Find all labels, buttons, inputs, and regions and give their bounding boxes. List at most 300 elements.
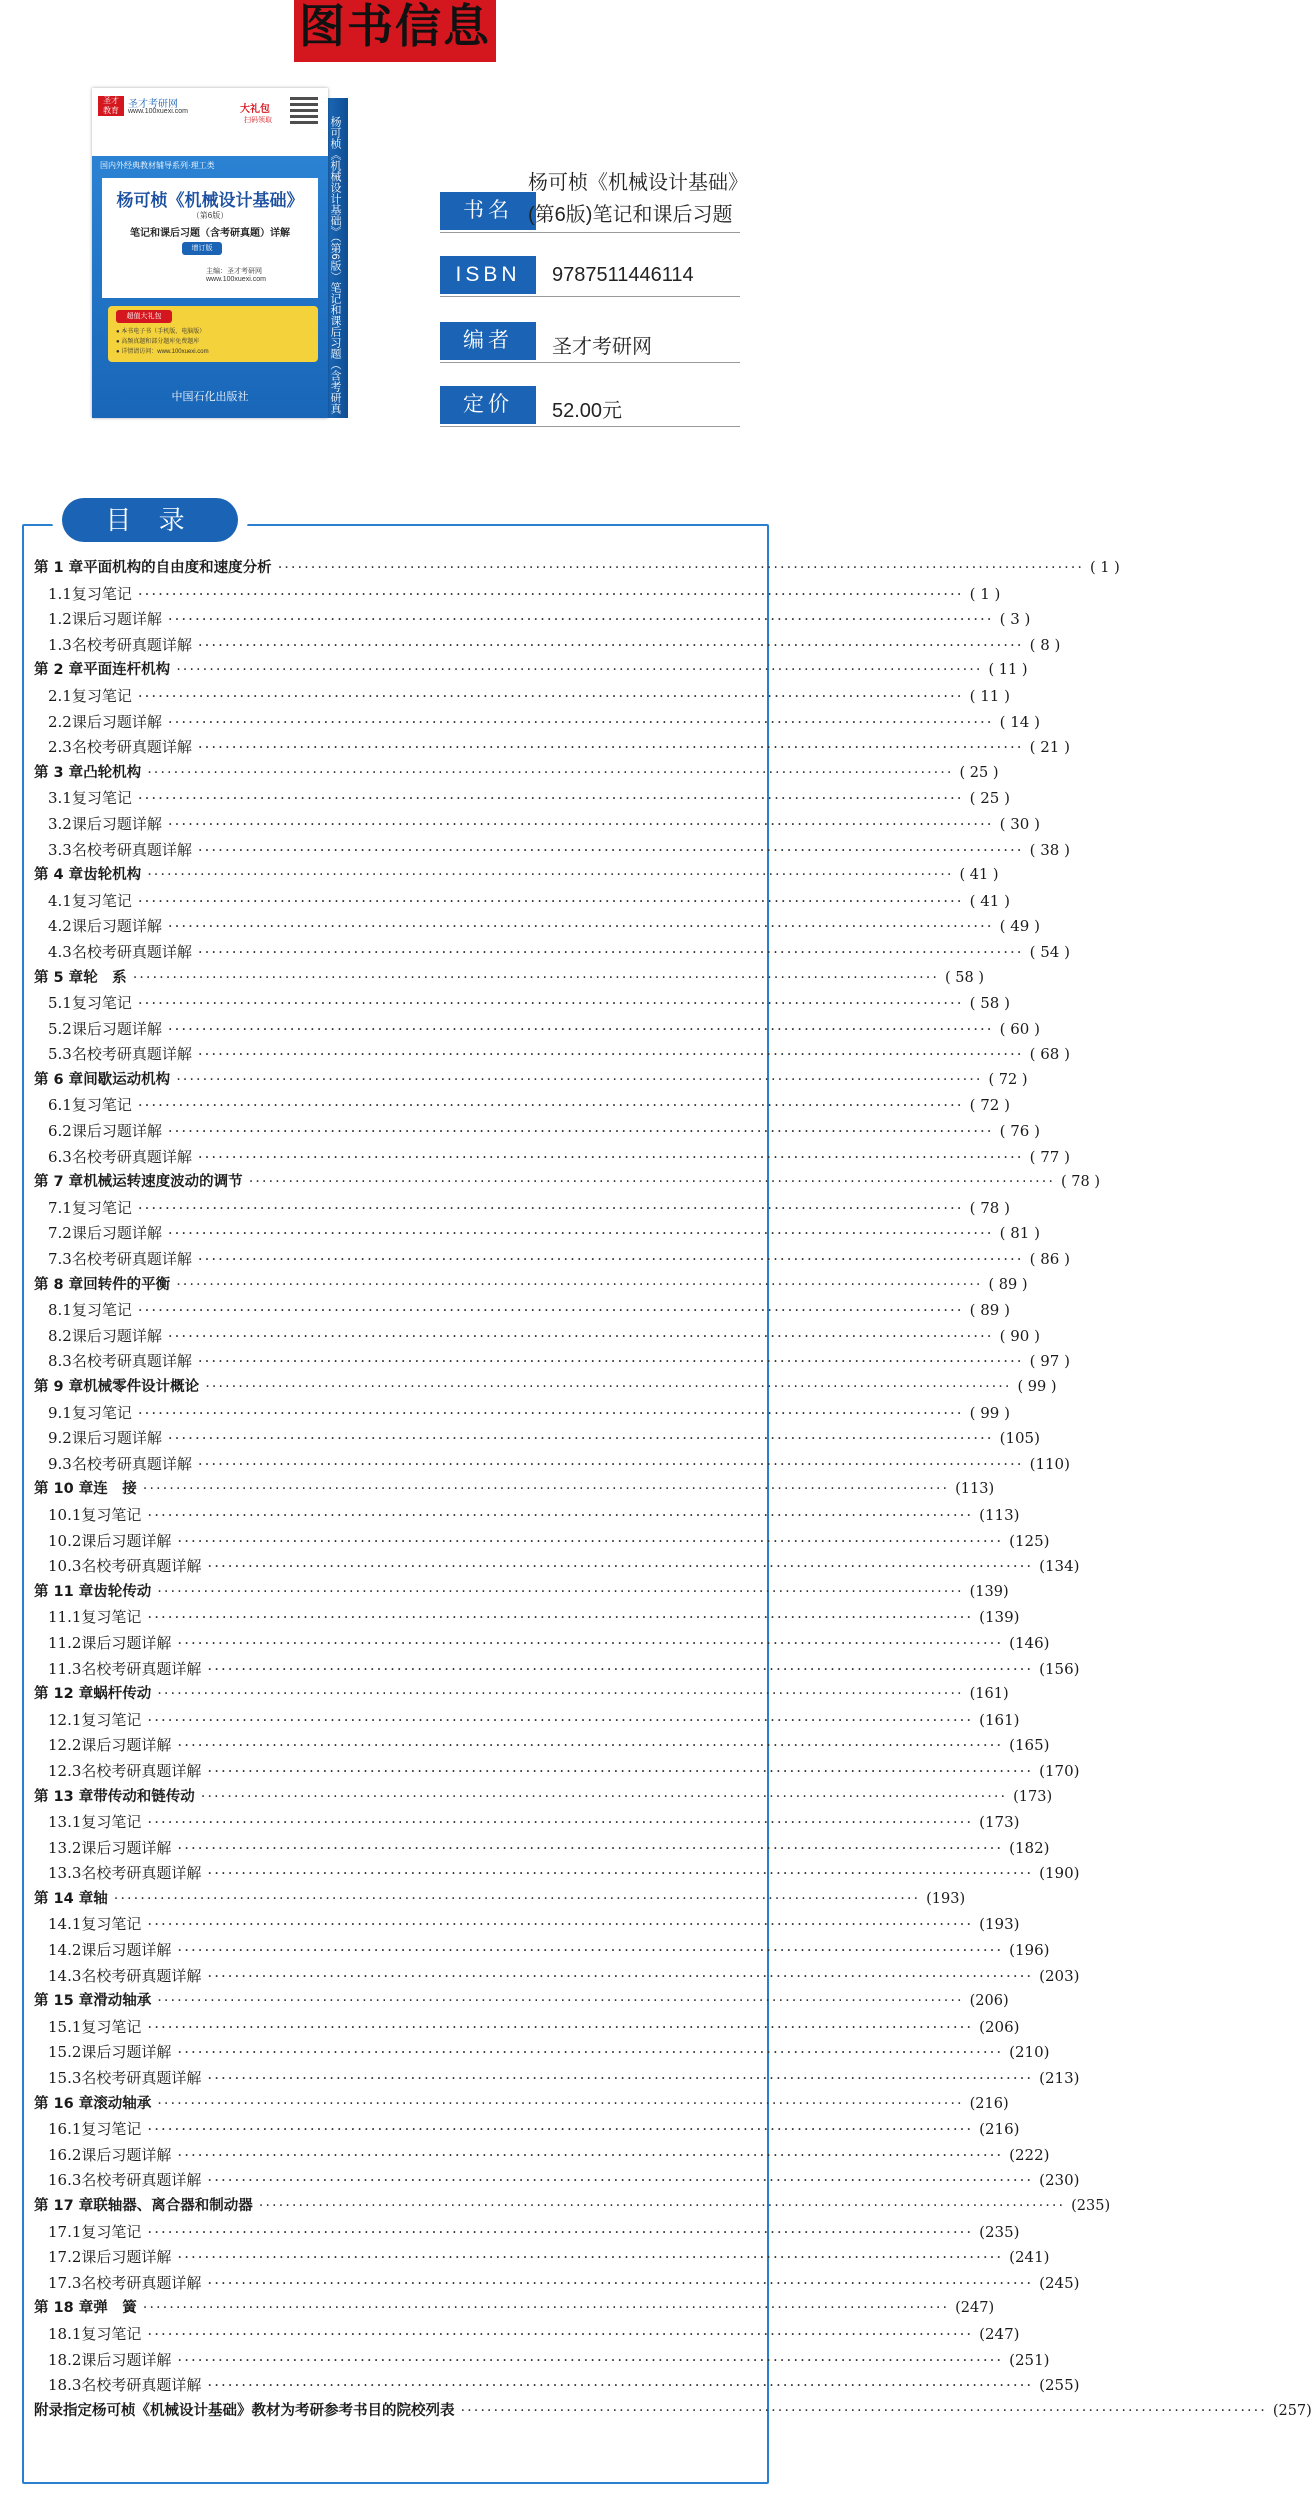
toc-number: 17.1 (48, 2222, 82, 2241)
toc-section-row (34, 786, 1010, 812)
info-divider (440, 426, 740, 427)
cover-tag: 增订版 (182, 242, 222, 255)
toc-section-row (34, 1938, 1050, 1964)
toc-section-row (34, 1631, 1050, 1657)
toc-title: 名校考研真题详解 (71, 1147, 192, 1166)
cover-front (92, 88, 328, 418)
toc-chapter-row (34, 1068, 1028, 1094)
toc-number: 第 2 章 (34, 662, 84, 679)
toc-page-number: ( 99 ) (969, 1403, 1010, 1422)
toc-leader-dots: ·························································································································· (177, 1633, 1004, 1652)
toc-leader-dots: ·························································································································· (137, 994, 964, 1013)
toc-page-number: (235) (979, 2222, 1020, 2241)
toc-title: 滑动轴承 (93, 1993, 152, 2010)
toc-page-number: (139) (969, 1583, 1009, 1600)
toc-leader-dots: ·························································································································· (137, 1301, 964, 1320)
toc-number: 第 1 章 (34, 560, 84, 576)
toc-leader-dots: ·························································································································· (147, 2120, 974, 2139)
toc-leader-dots: ·························································································································· (177, 1736, 1004, 1755)
toc-number: 1.1 (48, 584, 72, 603)
toc-page-number: ( 58 ) (969, 994, 1010, 1013)
toc-title: 课后习题详解 (71, 1019, 162, 1038)
toc-title: 课后习题详解 (81, 2043, 172, 2062)
toc-title: 名校考研真题详解 (71, 738, 192, 757)
cover-series: 国内外经典教材辅导系列·理工类 (100, 161, 215, 170)
toc-leader-dots: ·························································································································· (137, 686, 964, 705)
toc-section-row (34, 1759, 1080, 1785)
toc-number: 16.3 (48, 2171, 82, 2190)
toc-title: 课后习题详解 (71, 1429, 162, 1448)
toc-number: 18.1 (48, 2324, 82, 2343)
toc-title: 复习笔记 (81, 2120, 142, 2139)
toc-leader-dots: ·························································································································· (137, 584, 964, 603)
cover-editor-url: www.100xuexi.com (206, 276, 266, 283)
info-label-editor: 编者 (440, 322, 536, 360)
toc-section-row (34, 1324, 1040, 1350)
toc-title: 名校考研真题详解 (81, 1761, 202, 1780)
toc-number: 13.2 (48, 1838, 82, 1857)
toc-title: 复习笔记 (81, 2222, 142, 2241)
toc-leader-dots: ·························································································································· (167, 917, 994, 936)
toc-page-number: ( 77 ) (1029, 1147, 1070, 1166)
toc-number: 4.2 (48, 917, 72, 936)
toc-page-number: (134) (1039, 1557, 1080, 1576)
toc-page-number: (241) (1009, 2248, 1050, 2267)
toc-section-row (34, 2220, 1020, 2246)
toc-number: 8.2 (48, 1326, 72, 1345)
toc-number: 第 16 章 (34, 2095, 94, 2112)
info-label-price: 定价 (440, 386, 536, 424)
toc-chapter-row (34, 1477, 995, 1503)
toc-number: 第 7 章 (34, 1174, 84, 1191)
toc-leader-dots: ·························································································································· (137, 789, 964, 808)
toc-number: 14.1 (48, 1915, 82, 1934)
toc-page-number: ( 99 ) (1017, 1379, 1057, 1395)
toc-title: 课后习题详解 (81, 1736, 172, 1755)
toc-page-number: ( 90 ) (999, 1326, 1040, 1345)
toc-number: 5.3 (48, 1045, 72, 1064)
toc-leader-dots: ·························································································································· (142, 2300, 950, 2317)
toc-number: 13.3 (48, 1864, 82, 1883)
toc-section-row (34, 2373, 1080, 2399)
toc-title: 名校考研真题详解 (71, 1454, 192, 1473)
toc-section-row (34, 1554, 1080, 1580)
toc-page-number: ( 14 ) (999, 712, 1040, 731)
toc-title: 名校考研真题详解 (71, 635, 192, 654)
toc-page-number: (206) (979, 2017, 1020, 2036)
toc-number: 第 13 章 (34, 1788, 94, 1805)
toc-title: 指定杨可桢《机械设计基础》教材为考研参考书目的院校列表 (63, 2402, 455, 2419)
toc-number: 2.1 (48, 686, 72, 705)
toc-leader-dots: ·························································································································· (207, 2069, 1034, 2088)
toc-heading: 目 录 (62, 498, 238, 542)
toc-leader-dots: ·························································································································· (167, 1326, 994, 1345)
toc-section-row (34, 1810, 1020, 1836)
toc-title: 间歇运动机构 (83, 1071, 171, 1088)
toc-title: 复习笔记 (71, 1403, 132, 1422)
cover-title: 杨可桢《机械设计基础》 (116, 191, 304, 210)
toc-leader-dots: ·························································································································· (147, 1915, 974, 1934)
toc-number: 12.2 (48, 1736, 82, 1755)
toc-number: 13.1 (48, 1813, 82, 1832)
toc-leader-dots: ·························································································································· (258, 2198, 1066, 2214)
toc-title: 齿轮机构 (83, 867, 142, 884)
cover-bonus-line: ● 高频真题和部分题库免费题库 (116, 339, 200, 345)
toc-section-row (34, 940, 1070, 966)
toc-leader-dots: ·························································································································· (197, 635, 1024, 654)
toc-section-row (34, 1452, 1070, 1478)
toc-title: 带传动和链传动 (93, 1788, 195, 1805)
toc-chapter-row (34, 2296, 995, 2322)
toc-page-number: ( 86 ) (1029, 1250, 1070, 1269)
toc-title: 名校考研真题详解 (71, 942, 192, 961)
toc-chapter-row (34, 658, 1028, 684)
cover-editor: 主编：圣才考研网 (206, 268, 262, 275)
toc-section-row (34, 1119, 1040, 1145)
toc-leader-dots: ·························································································································· (197, 1045, 1024, 1064)
toc-leader-dots: ·························································································································· (207, 1761, 1034, 1780)
toc-leader-dots: ·························································································································· (277, 560, 1085, 576)
toc-leader-dots: ·························································································································· (167, 814, 994, 833)
toc-page-number: ( 54 ) (1029, 942, 1070, 961)
info-value-name-line2: (第6版)笔记和课后习题 (528, 204, 733, 226)
toc-section-row (34, 991, 1010, 1017)
toc-page-number: (190) (1039, 1864, 1080, 1883)
toc-leader-dots: ·························································································································· (177, 2043, 1004, 2062)
toc-page-number: (105) (999, 1429, 1040, 1448)
toc-title: 机械运转速度波动的调节 (83, 1174, 243, 1191)
toc-page-number: (247) (955, 2300, 995, 2317)
toc-page-number: (255) (1039, 2376, 1080, 2395)
toc-leader-dots: ·························································································································· (176, 1071, 983, 1088)
info-value-price: 52.00元 (552, 400, 623, 422)
info-label-name: 书名 (440, 192, 536, 230)
toc-number: 16.2 (48, 2145, 82, 2164)
toc-number: 第 18 章 (34, 2300, 94, 2317)
toc-leader-dots: ·························································································································· (207, 1557, 1034, 1576)
toc-page-number: ( 8 ) (1029, 635, 1061, 654)
book-cover (92, 88, 352, 428)
toc-page-number: (196) (1009, 1941, 1050, 1960)
toc-page-number: (146) (1009, 1633, 1050, 1652)
toc-number: 3.1 (48, 789, 72, 808)
toc-number: 16.1 (48, 2120, 82, 2139)
toc-page-number: (173) (1013, 1788, 1053, 1805)
cover-bonus-line: ● 本书电子书（手机版、电脑版） (116, 329, 206, 335)
toc-title: 课后习题详解 (71, 814, 162, 833)
toc-section-row (34, 2245, 1050, 2271)
toc-page-number: ( 78 ) (1061, 1174, 1100, 1191)
toc-page-number: (182) (1009, 1838, 1050, 1857)
toc-leader-dots: ·························································································································· (205, 1379, 1012, 1395)
toc-chapter-row (34, 761, 999, 787)
toc-number: 第 5 章 (34, 969, 84, 986)
brand-logo: 圣才 教育 (98, 96, 124, 116)
toc-section-row (34, 1964, 1080, 1990)
cover-spine: 杨可桢《机械设计基础》（第6版）笔记和课后习题（含考研真 (322, 98, 348, 418)
toc-section-row (34, 1836, 1050, 1862)
toc-leader-dots: ·························································································································· (142, 1481, 950, 1498)
info-row-price (440, 386, 730, 428)
toc-title: 名校考研真题详解 (71, 840, 192, 859)
toc-title: 课后习题详解 (81, 1633, 172, 1652)
toc-number: 10.3 (48, 1557, 82, 1576)
toc-title: 蜗杆传动 (93, 1686, 152, 1703)
toc-page-number: (165) (1009, 1736, 1050, 1755)
toc-title: 连 接 (93, 1481, 137, 1498)
toc-number: 14.3 (48, 1966, 82, 1985)
toc-leader-dots: ·························································································································· (157, 1686, 964, 1703)
toc-page-number: (257) (1272, 2402, 1312, 2419)
toc-chapter-row (34, 1785, 1053, 1811)
toc-title: 课后习题详解 (81, 1838, 172, 1857)
toc-leader-dots: ·························································································································· (167, 712, 994, 731)
toc-title: 名校考研真题详解 (81, 2069, 202, 2088)
toc-section-row (34, 2348, 1050, 2374)
toc-leader-dots: ·························································································································· (197, 1454, 1024, 1473)
toc-section-row (34, 2040, 1050, 2066)
toc-section-row (34, 1349, 1070, 1375)
toc-title: 课后习题详解 (71, 1122, 162, 1141)
info-label-isbn: ISBN (440, 256, 536, 294)
toc-title: 齿轮传动 (93, 1583, 152, 1600)
toc-section-row (34, 2143, 1050, 2169)
toc-page-number: (230) (1039, 2171, 1080, 2190)
toc-section-row (34, 1401, 1010, 1427)
toc-page-number: (235) (1071, 2198, 1111, 2214)
toc-number: 附录 (34, 2402, 63, 2419)
toc-title: 复习笔记 (81, 1915, 142, 1934)
toc-title: 凸轮机构 (83, 764, 142, 781)
toc-page-number: (139) (979, 1608, 1020, 1627)
toc-section-row (34, 607, 1031, 633)
toc-section-row (34, 1503, 1020, 1529)
toc-title: 课后习题详解 (71, 712, 162, 731)
toc-leader-dots: ·························································································································· (132, 969, 940, 986)
toc-leader-dots: ·························································································································· (147, 2324, 974, 2343)
toc-chapter-row (34, 2194, 1111, 2220)
toc-leader-dots: ·························································································································· (147, 1813, 974, 1832)
toc-title: 名校考研真题详解 (81, 1557, 202, 1576)
toc-section-row (34, 812, 1040, 838)
toc-page-number: ( 89 ) (969, 1301, 1010, 1320)
toc-number: 第 9 章 (34, 1379, 84, 1395)
toc-number: 12.1 (48, 1710, 82, 1729)
toc-title: 名校考研真题详解 (81, 2171, 202, 2190)
cover-top (92, 88, 328, 150)
toc-title: 复习笔记 (71, 891, 132, 910)
cover-subtitle: 笔记和课后习题（含考研真题）详解 (130, 228, 290, 239)
toc-number: 第 6 章 (34, 1071, 84, 1088)
toc-page-number: ( 38 ) (1029, 840, 1070, 859)
toc-title: 复习笔记 (71, 584, 132, 603)
toc-leader-dots: ·························································································································· (177, 1838, 1004, 1857)
toc-section-row (34, 735, 1070, 761)
toc-section-row (34, 582, 1001, 608)
toc-number: 第 15 章 (34, 1993, 94, 2010)
cover-edition: （第6版） (191, 211, 229, 220)
toc-leader-dots: ·························································································································· (137, 891, 964, 910)
toc-number: 7.1 (48, 1198, 72, 1217)
toc-number: 17.3 (48, 2273, 82, 2292)
toc-number: 1.3 (48, 635, 72, 654)
toc-number: 第 4 章 (34, 867, 84, 884)
toc-leader-dots: ·························································································································· (207, 1659, 1034, 1678)
toc-section-row (34, 2322, 1020, 2348)
toc-page-number: ( 30 ) (999, 814, 1040, 833)
toc-leader-dots: ·························································································································· (167, 1429, 994, 1448)
toc-number: 第 14 章 (34, 1890, 94, 1907)
info-value-isbn: 9787511446114 (552, 264, 694, 286)
toc-page-number: ( 25 ) (959, 764, 999, 781)
toc-leader-dots: ·························································································································· (176, 662, 983, 679)
toc-leader-dots: ·························································································································· (113, 1890, 921, 1907)
toc-title: 课后习题详解 (71, 1224, 162, 1243)
toc-title: 复习笔记 (71, 1198, 132, 1217)
toc-page-number: ( 41 ) (969, 891, 1010, 910)
cover-url: www.100xuexi.com (128, 108, 188, 115)
toc-leader-dots: ·························································································································· (197, 1147, 1024, 1166)
toc-number: 18.3 (48, 2376, 82, 2395)
toc-page-number: ( 89 ) (988, 1276, 1028, 1293)
toc-leader-dots: ·························································································································· (197, 738, 1024, 757)
toc-section-row (34, 2271, 1080, 2297)
toc-title: 复习笔记 (81, 1710, 142, 1729)
toc-number: 11.1 (48, 1608, 82, 1627)
table-of-contents (34, 556, 1312, 2424)
toc-section-row (34, 1605, 1020, 1631)
toc-page-number: (156) (1039, 1659, 1080, 1678)
toc-page-number: (251) (1009, 2350, 1050, 2369)
toc-section-row (34, 1145, 1070, 1171)
toc-page-number: ( 72 ) (988, 1071, 1028, 1088)
cover-bonus-label: 超值大礼包 (116, 310, 172, 323)
toc-chapter-row (34, 1375, 1057, 1401)
toc-page-number: (113) (979, 1505, 1020, 1524)
toc-number: 3.3 (48, 840, 72, 859)
toc-title: 名校考研真题详解 (81, 1864, 202, 1883)
toc-chapter-row (34, 1273, 1028, 1299)
toc-page-number: (170) (1039, 1761, 1080, 1780)
toc-section-row (34, 684, 1010, 710)
toc-title: 平面连杆机构 (83, 662, 171, 679)
toc-title: 名校考研真题详解 (71, 1045, 192, 1064)
toc-number: 8.1 (48, 1301, 72, 1320)
toc-chapter-row (34, 1170, 1100, 1196)
toc-leader-dots: ·························································································································· (137, 1403, 964, 1422)
toc-title: 复习笔记 (81, 2017, 142, 2036)
toc-leader-dots: ·························································································································· (177, 1531, 1004, 1550)
toc-title: 名校考研真题详解 (81, 2376, 202, 2395)
toc-title: 轮 系 (83, 969, 127, 986)
toc-title: 复习笔记 (81, 1505, 142, 1524)
cover-publisher: 中国石化出版社 (171, 390, 249, 403)
toc-number: 6.1 (48, 1096, 72, 1115)
toc-page-number: ( 25 ) (969, 789, 1010, 808)
toc-section-row (34, 2015, 1020, 2041)
toc-number: 第 8 章 (34, 1276, 84, 1293)
toc-section-row (34, 1657, 1080, 1683)
toc-number: 1.2 (48, 610, 72, 629)
toc-leader-dots: ·························································································································· (137, 1096, 964, 1115)
info-divider (440, 296, 740, 297)
toc-title: 机械零件设计概论 (83, 1379, 200, 1395)
toc-title: 课后习题详解 (81, 1941, 172, 1960)
toc-page-number: ( 11 ) (988, 662, 1028, 679)
toc-section-row (34, 1426, 1040, 1452)
toc-leader-dots: ·························································································································· (147, 1710, 974, 1729)
cover-title-card (102, 178, 318, 298)
toc-leader-dots: ·························································································································· (197, 840, 1024, 859)
toc-leader-dots: ·························································································································· (207, 2376, 1034, 2395)
toc-page-number: (247) (979, 2324, 1020, 2343)
cover-gift-sub: 扫码领取 (244, 117, 272, 124)
toc-number: 6.3 (48, 1147, 72, 1166)
toc-leader-dots: ·························································································································· (177, 2248, 1004, 2267)
toc-page-number: (193) (926, 1890, 966, 1907)
info-row-isbn (440, 256, 730, 298)
toc-number: 4.3 (48, 942, 72, 961)
qr-code-icon (290, 96, 318, 124)
toc-page-number: (206) (969, 1993, 1009, 2010)
toc-page-number: (216) (979, 2120, 1020, 2139)
toc-number: 7.2 (48, 1224, 72, 1243)
toc-section-row (34, 1861, 1080, 1887)
toc-title: 复习笔记 (81, 1813, 142, 1832)
toc-page-number: (222) (1009, 2145, 1050, 2164)
toc-title: 课后习题详解 (71, 917, 162, 936)
info-row-editor (440, 322, 730, 364)
toc-title: 名校考研真题详解 (81, 1659, 202, 1678)
toc-section-row (34, 1196, 1010, 1222)
toc-title: 课后习题详解 (81, 2248, 172, 2267)
toc-leader-dots: ·························································································································· (167, 1122, 994, 1141)
toc-section-row (34, 2168, 1080, 2194)
toc-section-row (34, 2066, 1080, 2092)
toc-page-number: ( 41 ) (959, 867, 999, 884)
toc-leader-dots: ·························································································································· (207, 2273, 1034, 2292)
toc-number: 第 10 章 (34, 1481, 94, 1498)
toc-number: 10.2 (48, 1531, 82, 1550)
toc-page-number: (203) (1039, 1966, 1080, 1985)
toc-leader-dots: ·························································································································· (197, 942, 1024, 961)
toc-number: 4.1 (48, 891, 72, 910)
toc-title: 平面机构的自由度和速度分析 (83, 560, 272, 576)
toc-leader-dots: ·························································································································· (177, 1941, 1004, 1960)
toc-title: 名校考研真题详解 (71, 1352, 192, 1371)
toc-number: 11.3 (48, 1659, 82, 1678)
toc-leader-dots: ·························································································································· (207, 2171, 1034, 2190)
info-value-editor: 圣才考研网 (552, 336, 652, 358)
toc-leader-dots: ·························································································································· (177, 2350, 1004, 2369)
toc-title: 轴 (93, 1890, 108, 1907)
toc-page-number: ( 58 ) (945, 969, 984, 986)
toc-leader-dots: ·························································································································· (167, 1224, 994, 1243)
toc-leader-dots: ·························································································································· (147, 1505, 974, 1524)
cover-brand: 圣才考研网 (128, 99, 178, 110)
toc-page-number: ( 3 ) (999, 610, 1031, 629)
toc-number: 9.1 (48, 1403, 72, 1422)
toc-title: 复习笔记 (71, 994, 132, 1013)
toc-page-number: (245) (1039, 2273, 1080, 2292)
toc-title: 名校考研真题详解 (81, 1966, 202, 1985)
page-title: 图书信息 (299, 0, 491, 53)
toc-title: 滚动轴承 (93, 2095, 152, 2112)
toc-section-row (34, 914, 1040, 940)
toc-title: 联轴器、离合器和制动器 (93, 2198, 253, 2214)
toc-page-number: ( 97 ) (1029, 1352, 1070, 1371)
toc-number: 15.1 (48, 2017, 82, 2036)
